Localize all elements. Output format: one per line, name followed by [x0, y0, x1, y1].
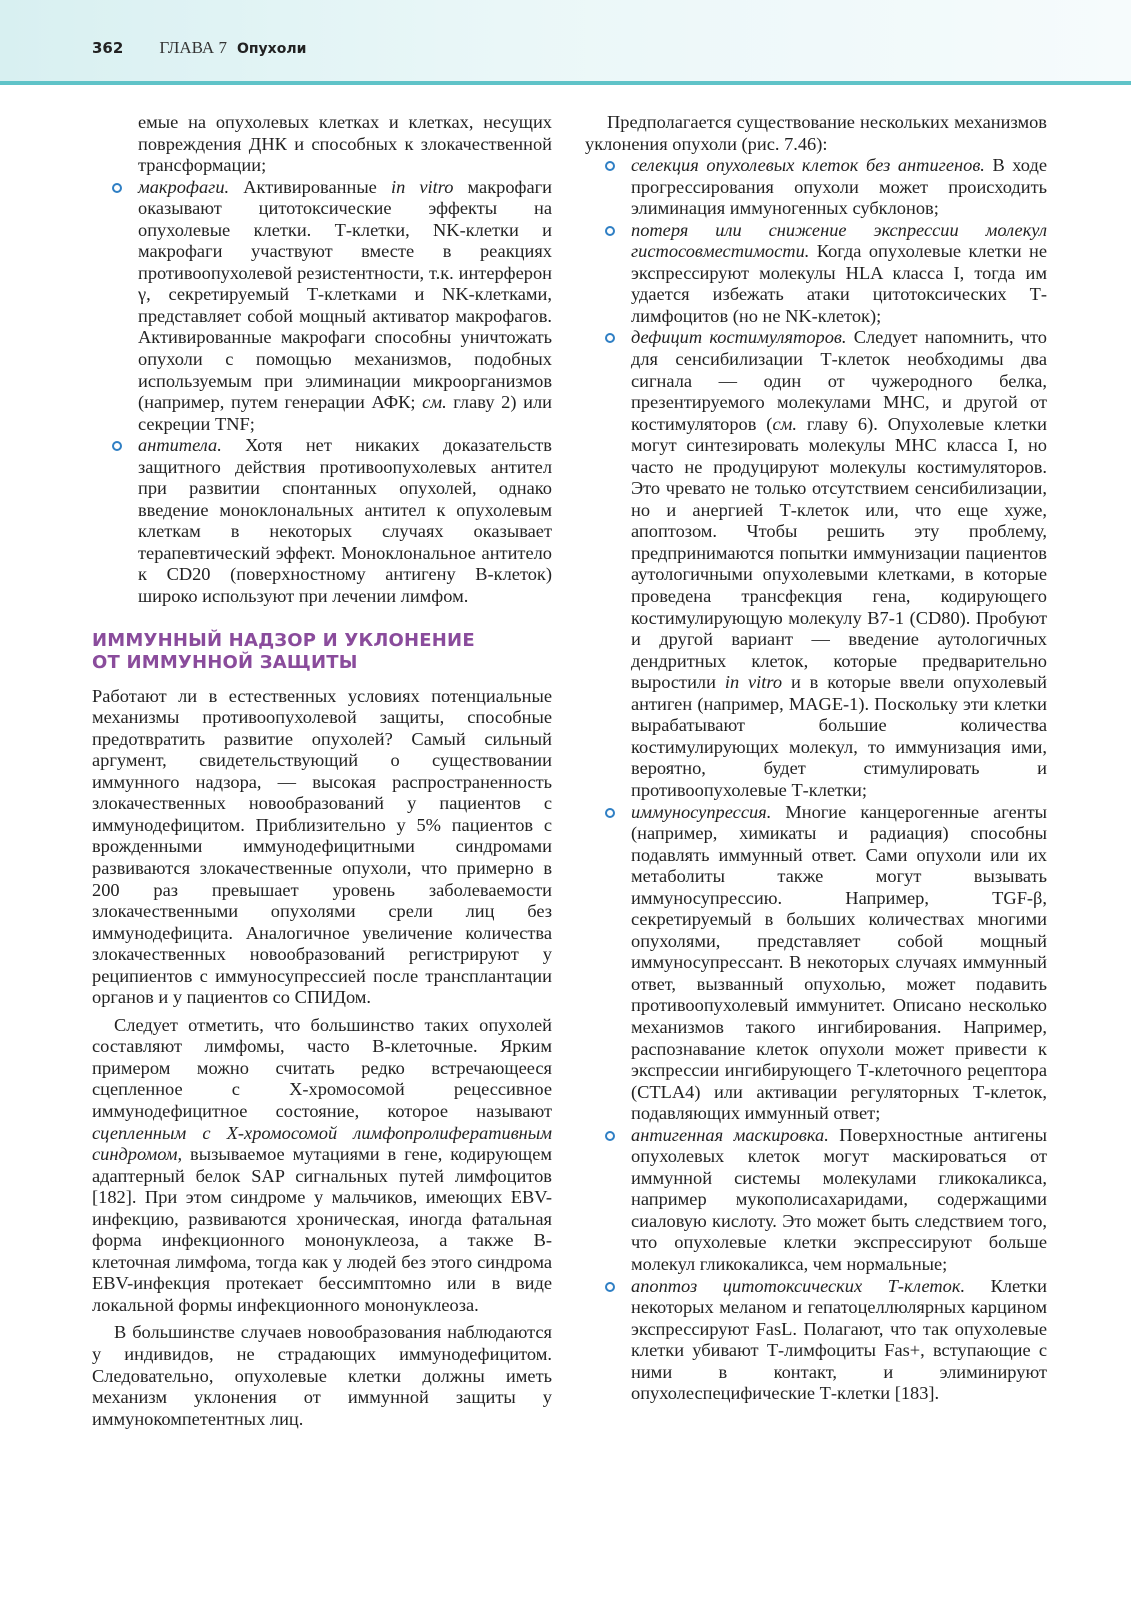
list-item [585, 327, 1047, 801]
bullet-text: макрофаги оказывают цитотоксические эффекты на опухолевые клетки. Т-клетки, NK-клетки и макрофаги участвуют вместе в реакциях противоопухолевой резистентности, т.к. интерферон γ, секретируемый Т-клетками и NK-клетками, представляет собой мощный активатор макрофагов. Активированные макрофаги способны уничтожать опухоли с помощью механизмов, подобных используемым при элиминации микроорганизмов (например, путем генерации АФК; [138, 176, 552, 413]
bullet-icon [605, 333, 615, 343]
bullet-term: иммуносупрессия. [631, 801, 772, 822]
bullet-text: Следует напомнить, что для сенсибилизации Т-клеток необходимы два сигнала — один от чужеродного белка, презентируемого молекулами MHC, и другой от костимуляторов ( [631, 327, 1047, 434]
bullet-term: антигенная маскировка. [631, 1124, 829, 1145]
bullet-term: дефицит костимуляторов. [631, 327, 847, 348]
list-item [585, 802, 1047, 1125]
bullet-text: Когда опухолевые клетки не экспрессируют молекулы HLA класса I, тогда им удается избежать атаки цитотоксических Т-лимфоцитов (но не NK-клеток); [631, 241, 1047, 326]
bullet-text: и в которые ввели опухолевый антиген (например, MAGE-1). Поскольку эти клетки вырабатывают большие количества костимулирующих молекул, то иммунизация ими, вероятно, будет стимулировать и противоопухолевые Т-клетки; [631, 672, 1047, 800]
bullet-text: главу 2) или секреции TNF; [138, 392, 552, 434]
paragraph: Предполагается существование нескольких механизмов уклонения опухоли (рис. 7.46): [585, 112, 1047, 154]
list-item [585, 1125, 1047, 1276]
bullet-italic: in vitro [390, 176, 454, 197]
bullet-italic: см. [422, 392, 447, 413]
bullet-text: Клетки некоторых меланом и гепатоцеллюлярных карцином экспрессируют FasL. Полагают, что так опухолевые клетки убивают Т-лимфоциты Fas+, вступающие с ними в контакт, и элиминируют опухолеспецифические Т-клетки [183]. [631, 1275, 1047, 1404]
list-item [585, 220, 1047, 328]
bullet-icon [605, 808, 615, 818]
bullet-icon [112, 183, 122, 193]
bullet-text: Хотя нет никаких доказательств защитного действия противоопухолевых антител при развитии спонтанных опухолей, однако введение моноклональных антител к опухолевым клеткам в некоторых случаях оказывает терапевтический эффект. Моноклональное антитело к CD20 (поверхностному антигену В-клеток) широко используют при лечении лимфом. [138, 435, 552, 607]
list-item [585, 155, 1047, 220]
bullet-term: апоптоз цитотоксических Т-клеток. [631, 1275, 966, 1296]
right-bullet-list [585, 155, 1047, 1405]
bullet-icon [605, 1131, 615, 1141]
right-column [585, 112, 1047, 1405]
bullet-text: Активированные [229, 176, 391, 197]
paragraph [92, 1015, 552, 1317]
bullet-text: главу 6). Опухолевые клетки могут синтезировать молекулы MHC класса I, но часто не продуцируют молекулы костимуляторов. Это чревато не только отсутствием сенсибилизации, но и анергией Т-клеток или, что еще хуже, апоптозом. Чтобы решить эту проблему, предпринимаются попытки иммунизации пациентов аутологичными опухолевыми клетками, в которые проведена трансфекция гена, кодирующего костимулирующую молекулу B7-1 (CD80). Пробуют и другой вариант — введение аутологичных дендритных клеток, которые предварительно выростили [631, 413, 1047, 693]
list-item [92, 177, 552, 436]
paragraph: В большинстве случаев новообразования наблюдаются у индивидов, не страдающих иммунодефицитом. Следовательно, опухолевые клетки должны иметь механизм уклонения от иммунной защиты у иммунокомпетентных лиц. [92, 1322, 552, 1429]
page-header [0, 0, 1131, 84]
bullet-term: антитела. [138, 435, 222, 456]
paragraph: Работают ли в естественных условиях потенциальные механизмы противоопухолевой защиты, способные предотвратить развитие опухолей? Самый сильный аргумент, свидетельствующий о существовании иммунного надзора, — высокая распространенность злокачественных новообразований у пациентов с иммунодефицитом. Приблизительно у 5% пациентов с врожденными иммунодефицитными синдромами развиваются злокачественные опухоли, что примерно в 200 раз превышает уровень заболеваемости злокачественными опухолями срели лиц без иммунодефицита. Аналогичное увеличение количества злокачественных новообразований регистрируют у реципиентов с иммуносупрессией после трансплантации органов и у пациентов со СПИДом. [92, 685, 552, 1008]
bullet-text: Поверхностные антигены опухолевых клеток могут маскироваться от иммунной системы молекулами гликокаликса, например мукополисахаридами, содержащими сиаловую кислоту. Это может быть следствием того, что опухолевые клетки экспрессируют больше молекул гликокаликса, чем нормальные; [631, 1124, 1047, 1274]
bullet-term: потеря или снижение экспрессии молекул гистосовместимости. [631, 219, 1047, 262]
bullet-text: Многие канцерогенные агенты (например, химикаты и радиация) способны подавлять иммунный ответ. Сами опухоли или их метаболиты также могут вызывать иммуносупрессию. Например, TGF-β, секретируемый в больших количествах многими опухолями, представляет собой мощный иммуносупрессант. В некоторых случаях иммунный ответ, вызванный опухолью, может подавить противоопухолевый иммунитет. Описано несколько механизмов такого ингибирования. Например, распознавание клеток опухоли может привести к экспрессии ингибирующего Т-клеточного рецептора (CTLA4) или активации регуляторных Т-клеток, подавляющих иммунный ответ; [631, 801, 1047, 1124]
running-head [92, 38, 306, 59]
bullet-icon [605, 1282, 615, 1292]
bullet-term: селекция опухолевых клеток без антигенов. [631, 155, 985, 176]
paragraph-text: Следует отметить, что большинство таких опухолей составляют лимфомы, часто В-клеточные. Ярким примером можно считать редко встречающееся сцепленное с Х-хромосомой рецессивное иммунодефицитное состояние, которое называют [92, 1014, 552, 1121]
chapter-title: Опухоли [236, 41, 307, 57]
bullet-italic: см. [772, 413, 797, 434]
bullet-icon [112, 441, 122, 451]
bullet-italic: in vitro [724, 672, 783, 693]
list-continuation: емые на опухолевых клетках и клетках, несущих повреждения ДНК и способных к злокачественной трансформации; [138, 112, 552, 176]
heading-line: ИММУННЫЙ НАДЗОР И УКЛОНЕНИЕ [92, 629, 475, 651]
paragraph-italic: сцепленным с Х-хромосомой лимфопролиферативным синдромом, [92, 1122, 552, 1165]
list-item [92, 435, 552, 607]
paragraph-text: вызываемое мутациями в гене, кодирующем адаптерный белок SAP сигнальных путей лимфоцитов [182]. При этом синдроме у мальчиков, имеющих EBV-инфекцию, развиваются хроническая, иногда фатальная форма инфекционного мононуклеоза, а также В-клеточная лимфома, тогда как у людей без этого синдрома EBV-инфекция протекает бессимптомно или в виде локальной формы инфекционного мононуклеоза. [92, 1144, 552, 1315]
bullet-text: В ходе прогрессирования опухоли может происходить элиминация иммуногенных субклонов; [631, 155, 1047, 219]
list-item [585, 1276, 1047, 1405]
section-heading [92, 630, 552, 674]
left-column [92, 112, 552, 1430]
page-number: 362 [92, 39, 124, 57]
bullet-icon [605, 161, 615, 171]
chapter-label: ГЛАВА 7 [159, 38, 227, 57]
left-bullet-list [92, 177, 552, 608]
bullet-icon [605, 226, 615, 236]
heading-line: ОТ ИММУННОЙ ЗАЩИТЫ [92, 651, 358, 673]
header-rule [0, 81, 1131, 85]
bullet-term: макрофаги. [138, 176, 230, 197]
